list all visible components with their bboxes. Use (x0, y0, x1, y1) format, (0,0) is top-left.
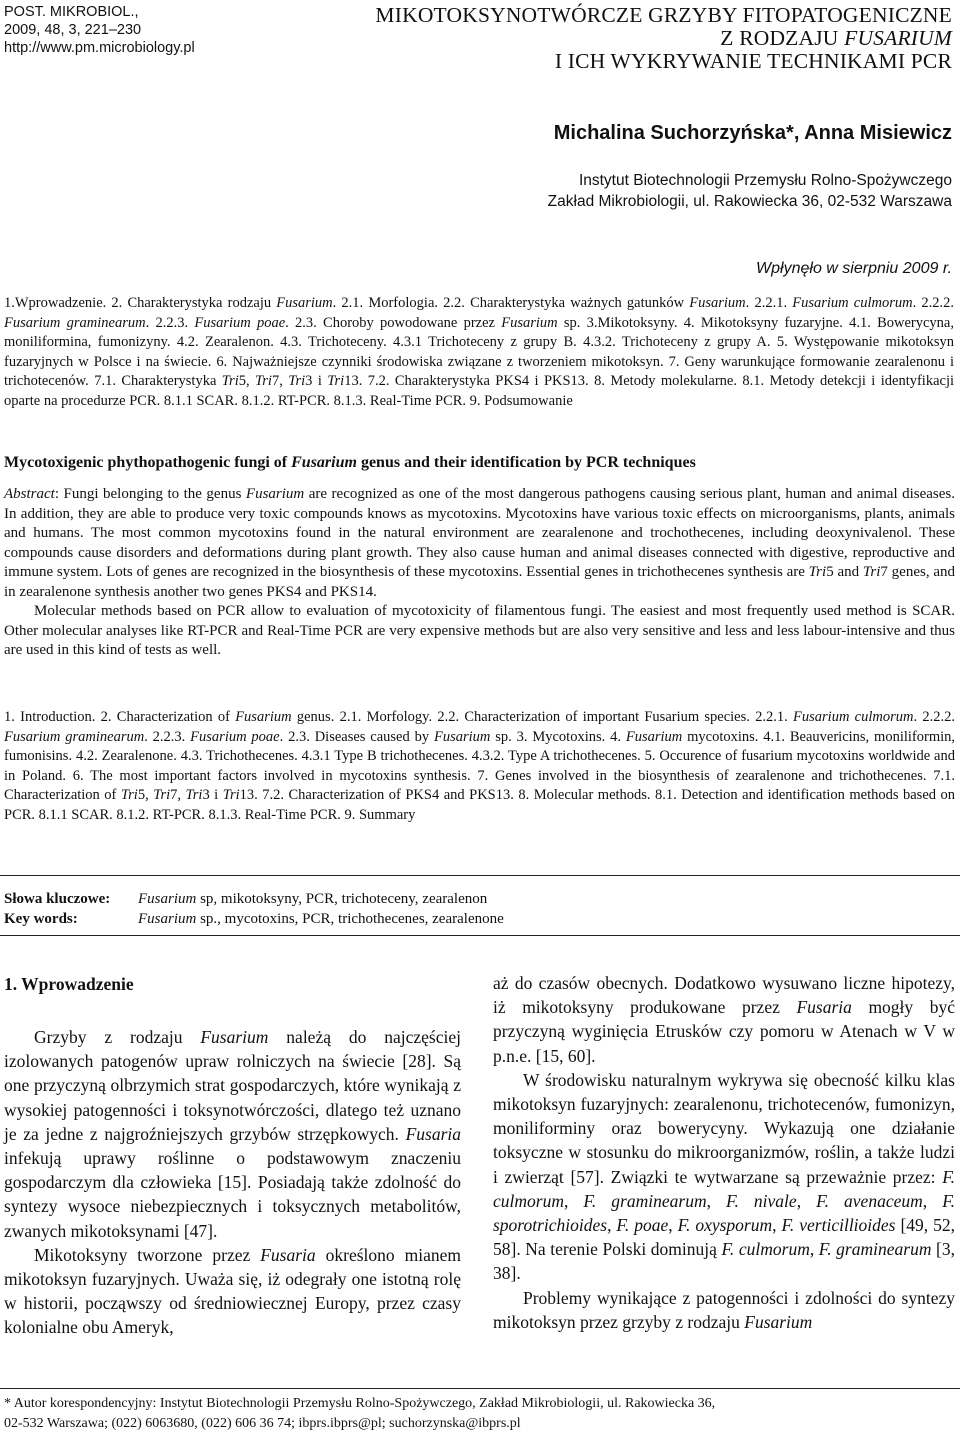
affiliation (548, 170, 952, 212)
keywords-polish: Słowa kluczowe: Fusarium sp, mikotoksyny, PCR, trichoteceny, zearalenon (4, 891, 488, 907)
keywords (4, 889, 504, 929)
authors: Michalina Suchorzyńska*, Anna Misiewicz (553, 122, 952, 144)
received-date: Wpłynęło w sierpniu 2009 r. (756, 260, 952, 277)
abstract-paragraph-2: Molecular methods based on PCR allow to evaluation of mycotoxicity of filamentous fungi. The easiest and most frequently used method is SCAR. Other molecular analyses like RT-PCR and Real-Time PCR are very expensive methods but are also very sensitive and less and less labour-intensive and thus are used in this kind of tests as well. (4, 603, 955, 658)
intro-paragraph-2: Mikotoksyny tworzone przez Fusaria określono mianem mikotoksyn fuzaryjnych. Uważa się, iż odegrały one istotną rolę w historii, począwszy od średniowiecznej Europy, przez czasy kolonialne obu Ameryk, (4, 1244, 461, 1338)
footnote-rule (0, 1388, 960, 1389)
journal-name: POST. MIKROBIOL., (4, 4, 139, 20)
abstract-paragraph-1: Abstract: Fungi belonging to the genus Fusarium are recognized as one of the most dangerous pathogens causing serious plant, human and animal diseases. In addition, they are able to produce very toxic compounds knows as mycotoxins. Mycotoxins have various toxic effects on microorganisms, plants, animals and humans. The most common mycotoxins found in the natural environment are zearalenone and trochothecenes, including deoxynivalenol. These compounds cause disorders and deformations during plant growth. They also cause human and animal diseases connected with digestive, reproductive and immune system. Lots of genes are recognized in the biosynthesis of these mycotoxins. Essential genes in trichothecenes synthesis are Tri5 and Tri7 genes, and in zearalenone synthesis another two genes PKS4 and PKS14. (4, 486, 955, 600)
contents-english: 1. Introduction. 2. Characterization of Fusarium genus. 2.1. Morfology. 2.2. Characterization of important Fusarium species. 2.2.1. Fusarium culmorum. 2.2.2. Fusarium graminearum. 2.2.3. Fusarium poae. 2.3. Diseases caused by Fusarium sp. 3. Mycotoxins. 4. Fusarium mycotoxins. 4.1. Beauvericins, moniliformin, fumonisins. 4.2. Zearalenone. 4.3. Trichothecenes. 4.3.1 Type B trichothecenes. 4.3.2. Type A trichothecenes. 5. Occurence of fusarium mycotoxins worldwide and in Poland. 6. The most important factors involved in mycotoxins synthesis. 7. Genes involved in the biosynthesis of zearalenone and trichothecenes. 7.1. Characterization of Tri5, Tri7, Tri3 i Tri13. 7.2. Characterization of PKS4 and PKS13. 8. Molecular methods. 8.1. Detection and identification methods based on PCR. 8.1.1 SCAR. 8.1.2. RT-PCR. 8.1.3. Real-Time PCR. 9. Summary (4, 709, 956, 823)
affiliation-institute: Instytut Biotechnologii Przemysłu Rolno-Spożywczego (578, 172, 952, 189)
divider-bottom (0, 935, 960, 936)
article-title (375, 4, 952, 73)
affiliation-address: Zakład Mikrobiologii, ul. Rakowiecka 36, 02-532 Warszawa (547, 193, 952, 210)
title-line-2 (375, 27, 952, 50)
contents-polish: 1.Wprowadzenie. 2. Charakterystyka rodzaju Fusarium. 2.1. Morfologia. 2.2. Charakterystyka ważnych gatunków Fusarium. 2.2.1. Fusarium culmorum. 2.2.2. Fusarium graminearum. 2.2.3. Fusarium poae. 2.3. Choroby powodowane przez Fusarium sp. 3.Mikotoksyny. 4. Mikotoksyny fuzaryjne. 4.1. Bowerycyna, moniliformina, fumonizyny. 4.2. Zearalenon. 4.3. Trichoteceny. 4.3.1 Trichoteceny z grupy B. 4.3.2. Trichoteceny z grupy A. 5. Występowanie mikotoksyn fuzaryjnych w Polsce i na świecie. 6. Najważniejsze czynniki środowiska związane z tworzeniem mikotoksyn. 7. Geny warunkujące formowanie zearalenonu i trichotecenów. 7.1. Charakterystyka Tri5, Tri7, Tri3 i Tri13. 7.2. Charakterystyka PKS4 i PKS13. 8. Metody molekularne. 8.1. Metody detekcji i identyfikacji oparte na procedurze PCR. 8.1.1 SCAR. 8.1.2. RT-PCR. 8.1.3. Real-Time PCR. 9. Podsumowanie (4, 295, 955, 409)
intro-paragraph-4: W środowisku naturalnym wykrywa się obecność kilku klas mikotoksyn fuzaryjnych: zearalenonu, trichotecenów, fumonizyn, moniliforminy oraz bowerycyny. Wykazują one działanie toksyczne w stosunku do mikroorganizmów, roślin, a także ludzi i zwierząt [57]. Związki te wytwarzane są przeważnie przez: F. culmorum, F. graminearum, F. nivale, F. avenaceum, F. sporotrichioides, F. poae, F. oxysporum, F. verticillioides [49, 52, 58]. Na terenie Polski dominują F. culmorum, F. graminearum [3, 38]. (493, 1069, 956, 1284)
body-right-column (493, 971, 955, 1334)
intro-paragraph-5: Problemy wynikające z patogenności i zdolności do syntezy mikotoksyn przez grzyby z rodzaju Fusarium (493, 1287, 955, 1332)
abstract (4, 485, 955, 661)
body-left-column (4, 1025, 461, 1340)
section-heading: 1. Wprowadzenie (4, 974, 134, 994)
intro-paragraph-1: Grzyby z rodzaju Fusarium należą do najczęściej izolowanych patogenów upraw rolniczych na świecie [28]. Są one przyczyną olbrzymich strat gospodarczych, które wynikają z wysokiej patogenności i toksynotwórczości, dlatego też uznano je za jedne z najgroźniejszych grzybów strzępkowych. Fusaria infekują uprawy roślinne o podstawowym znaczeniu gospodarczym dla człowieka [15]. Posiadają także zdolność do syntezy wysoce niebezpiecznych i toksycznych metabolitów, zwanych mikotoksynami [47]. (4, 1027, 461, 1241)
journal-reference (4, 3, 195, 57)
title-line-1: MIKOTOKSYNOTWÓRCZE GRZYBY FITOPATOGENICZNE (375, 3, 952, 27)
footnote-line-1: * Autor korespondencyjny: Instytut Biotechnologii Przemysłu Rolno-Spożywczego, Zakład Mikrobiologii, ul. Rakowiecka 36, (4, 1396, 716, 1411)
title-genus: FUSARIUM (844, 26, 952, 50)
footnote (4, 1394, 956, 1434)
journal-volume: 2009, 48, 3, 221–230 (4, 22, 142, 38)
divider-top (0, 875, 960, 876)
title-text: Z RODZAJU (720, 26, 845, 50)
intro-paragraph-3: aż do czasów obecnych. Dodatkowo wysuwano liczne hipotezy, iż mikotoksyny produkowane przez Fusaria mogły być przyczyną wyginięcia Etrusków czy pomoru w Atenach w V w p.n.e. [15, 60]. (493, 973, 956, 1066)
journal-url[interactable]: http://www.pm.microbiology.pl (4, 40, 195, 56)
title-line-3: I ICH WYKRYWANIE TECHNIKAMI PCR (554, 49, 952, 73)
english-title: Mycotoxigenic phythopathogenic fungi of Fusarium genus and their identification by PCR techniques (4, 454, 696, 471)
footnote-line-2: 02-532 Warszawa; (022) 6063680, (022) 606 36 74; ibprs.ibprs@pl; suchorzynska@ibprs.pl (4, 1416, 521, 1431)
keywords-english: Key words: Fusarium sp., mycotoxins, PCR, trichothecenes, zearalenone (4, 911, 504, 927)
abstract-label: Abstract (4, 486, 55, 502)
